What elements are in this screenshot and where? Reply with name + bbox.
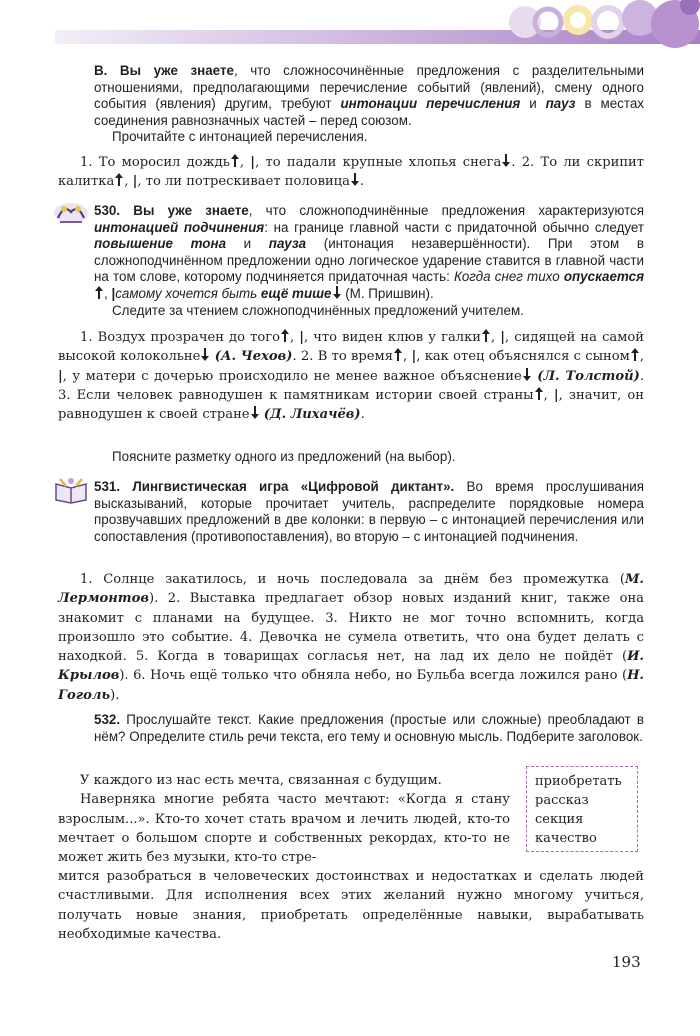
vocabulary-word: качество (535, 831, 597, 846)
arrow-down-icon (251, 406, 259, 419)
arrow-up-icon (231, 154, 239, 167)
block-v-instruction: Прочитайте с интонацией перечисления. (112, 129, 368, 145)
arrow-up-icon (535, 387, 543, 400)
vocabulary-word: приобретать (535, 774, 622, 789)
block-v-lead: В. Вы уже знаете (94, 63, 234, 78)
example-v: 1. То моросил дождь , |, то падали крупные хлопья снега . 2. То ли скрипит калитка , |, то ли потрескивает половица . (58, 155, 645, 190)
text-532-bottom: мится разобраться в человеческих достоинствах и недостатках и сделать людей счастливыми. Для исполнения всех этих желаний нужно многому учиться, получать новые знания, приобретать определённые навыки, вырабатывать необходимые качества. (58, 869, 644, 942)
exercise-530-number: 530. Вы уже знаете (94, 203, 249, 218)
book-game-icon (52, 476, 90, 504)
arrow-up-icon (394, 348, 402, 361)
arrow-down-icon (523, 368, 531, 381)
exercise-531: 531. Лингвистическая игра «Цифровой диктант». Во время прослушивания высказываний, которые прочитает учитель, распределите порядковые номера прозвучавших предложений в две колонки: в первую – с интонацией перечисления или сопоставления (противопоставления), во вторую – с интонацией подчинения. (94, 479, 644, 544)
vocabulary-box (526, 766, 638, 852)
arrow-up-icon (482, 329, 490, 342)
page-number: 193 (612, 953, 641, 971)
theory-block-v: В. Вы уже знаете, что сложносочинённые предложения с разделительными отношениями, предполагающими перечисление событий (явлений), смену одного события (явления) другим, требуют интонации перечисления и пауз в местах соединения равнозначных частей – перед союзом. Прочитайте с интонацией перечисления. (94, 63, 644, 145)
arrow-up-icon (95, 286, 103, 299)
exercise-532-number: 532. (94, 712, 121, 727)
arrow-down-icon (502, 154, 510, 167)
exercise-530-instruction: Следите за чтением сложноподчинённых предложений учителем. (112, 302, 524, 318)
exercise-531-number: 531. Лингвистическая игра «Цифровой диктант». (94, 479, 455, 494)
arrow-up-icon (631, 348, 639, 361)
exercise-530: 530. Вы уже знаете, что сложноподчинённые предложения характеризуются интонацией подчинения: на границе главной части с придаточной обычно следует повышение тона и пауза (интонация незавершённости). При этом в сложноподчинённом предложении одно логическое ударение ставится в главной части на том слове, которому подчиняется придаточная часть: Когда снег тихо опускается, |самому хочется быть ещё тише (М. Пришвин). Следите за чтением сложноподчинённых предложений учителем. (94, 203, 645, 318)
arrow-down-icon (201, 348, 209, 361)
vocabulary-word: рассказ (535, 793, 589, 808)
arrow-down-icon (333, 286, 341, 299)
listening-exercise-icon (52, 200, 90, 226)
arrow-up-icon (281, 329, 289, 342)
arrow-up-icon (115, 173, 123, 186)
example-531: 1. Солнце закатилось, и ночь последовала за днём без промежутка (М. Лермонтов). 2. Выставка предлагает обзор новых изданий книг, также она знакомит с планами на будущее. 3. Никто не мог точно вспомнить, когда произошло это событие. 4. Девочка не сумела ответить, что она будет делать с находкой. 5. Когда в товарищах согласья нет, на лад их дело не пойдёт (И. Крылов). 6. Ночь ещё только что обняла небо, но Бульба всегда ложился рано (Н. Гоголь). (58, 572, 644, 703)
example-530: 1. Воздух прозрачен до того , |, что виден клюв у галки , |, сидящей на самой высокой колокольне (А. Чехов). 2. В то время , |, как отец объяснялся с сыном , |, у матери с дочерью происходило не менее важное объяснение (Л. Толстой). 3. Если человек равнодушен к памятникам истории своей страны , |, значит, он равнодушен к своей стране (Д. Лихачёв). (58, 330, 645, 423)
exercise-530-note: Поясните разметку одного из предложений (на выбор). (112, 449, 456, 464)
arrow-down-icon (351, 173, 359, 186)
vocabulary-word: секция (535, 812, 584, 827)
text-532-top: У каждого из нас есть мечта, связанная с будущим. Наверняка многие ребята часто мечтают: «Когда я стану взрослым...». Кто-то хочет стать врачом и лечить людей, кто-то мечтает о большом спорте и собственных рекордах, кто-то не может жить без музыки, кто-то стре- (58, 773, 510, 866)
exercise-532: 532. Прослушайте текст. Какие предложения (простые или сложные) преобладают в нём? Определите стиль речи текста, его тему и основную мысль. Подберите заголовок. (94, 712, 644, 744)
decorative-circles-icon (500, 0, 700, 60)
